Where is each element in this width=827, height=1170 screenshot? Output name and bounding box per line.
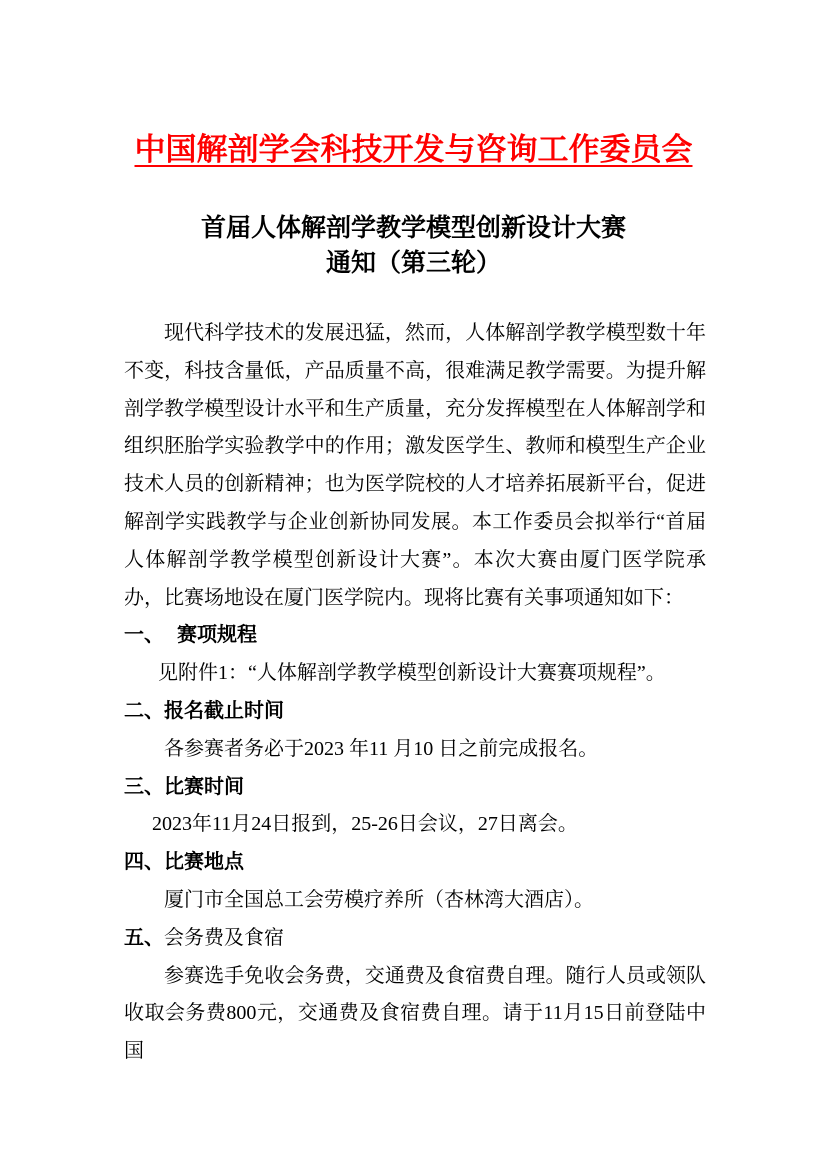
section-1-heading [124,617,706,655]
section-2-body: 各参赛者务必于2023 年11 月10 日之前完成报名。 [164,737,599,760]
section-3-heading [124,769,706,807]
section-1-title: 赛项规程 [177,624,257,647]
doc-body [124,315,706,1071]
org-title-text: 中国解剖学会科技开发与咨询工作委员会 [134,132,693,167]
org-title [0,0,827,169]
section-2-heading [124,693,706,731]
doc-title [0,211,827,281]
doc-title-line2: 通知（第三轮） [325,249,501,277]
section-3-number: 三、 [124,775,164,798]
section-3-title: 比赛时间 [164,775,244,798]
section-4-title: 比赛地点 [164,851,244,874]
section-2-title: 报名截止时间 [164,699,284,722]
section-3-body: 2023年11月24日报到，25-26日会议，27日离会。 [152,813,578,836]
section-5-body: 参赛选手免收会务费，交通费及食宿费自理。随行人员或领队收取会务费800元，交通费及食宿费自理。请于11月15日前登陆中国 [124,964,706,1063]
section-1-number: 一、 [124,624,164,647]
section-5-title: 会务费及食宿 [164,926,284,949]
section-5-number: 五、 [124,926,164,949]
section-1-body: 见附件1：“人体解剖学教学模型创新设计大赛赛项规程”。 [158,662,666,685]
section-2-number: 二、 [124,699,164,722]
section-4-body: 厦门市全国总工会劳模疗养所（杏林湾大酒店）。 [164,888,594,911]
intro-paragraph: 现代科学技术的发展迅猛，然而，人体解剖学教学模型数十年不变，科技含量低，产品质量不高，很难满足教学需要。为提升解剖学教学模型设计水平和生产质量，充分发挥模型在人体解剖学和组织胚胎学实验教学中的作用；激发医学生、教师和模型生产企业技术人员的创新精神；也为医学院校的人才培养拓展新平台，促进解剖学实践教学与企业创新协同发展。本工作委员会拟举行“首届人体解剖学教学模型创新设计大赛”。本次大赛由厦门医学院承办，比赛场地设在厦门医学院内。现将比赛有关事项通知如下： [124,322,706,609]
section-4-heading [124,844,706,882]
section-5-heading [124,920,706,958]
section-4-number: 四、 [124,851,164,874]
doc-title-line1: 首届人体解剖学教学模型创新设计大赛 [200,214,626,242]
